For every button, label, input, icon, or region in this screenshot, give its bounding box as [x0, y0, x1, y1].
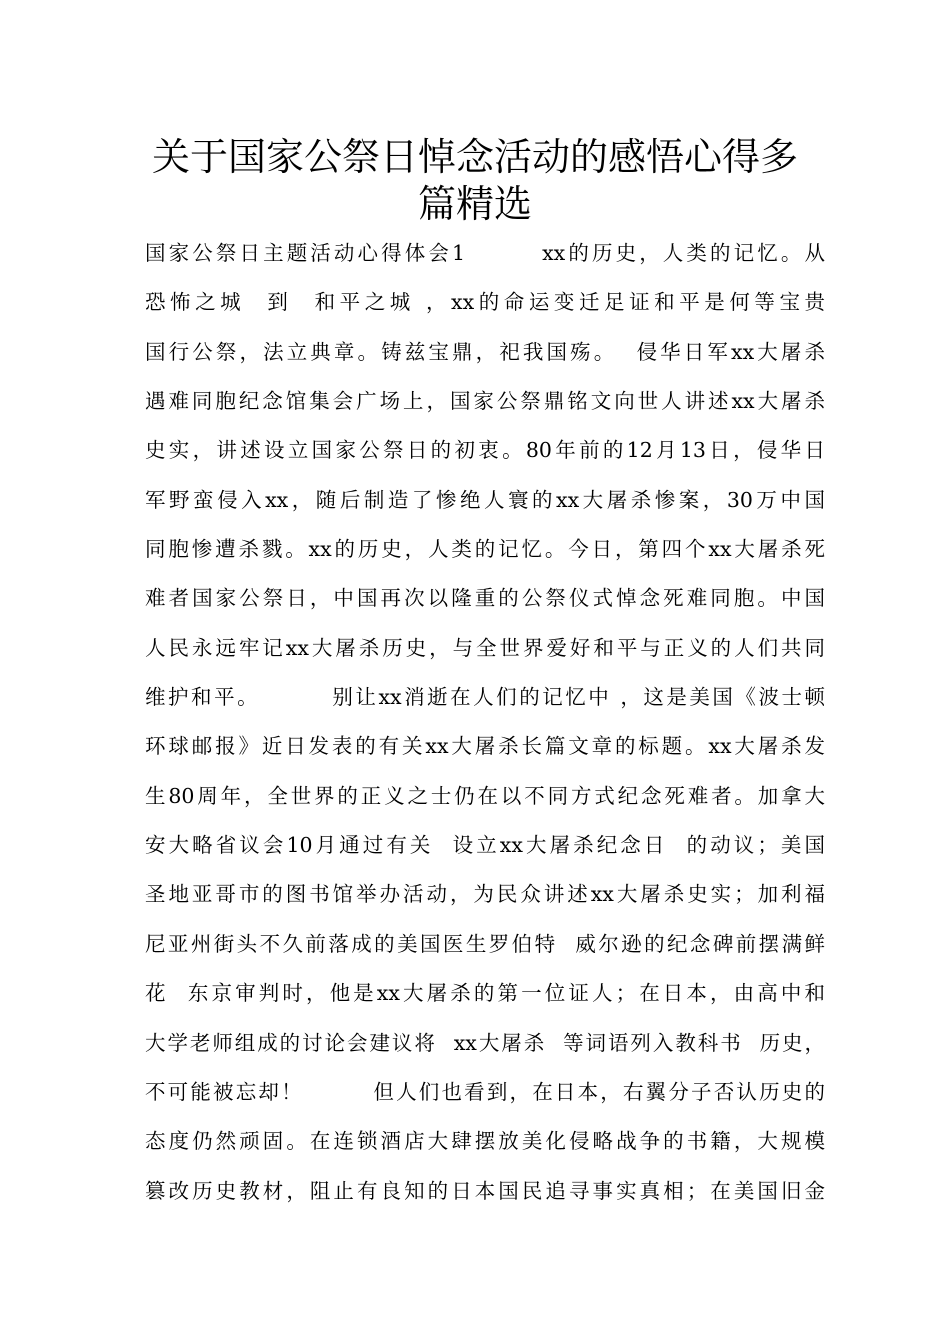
document-title-line-2: 篇精选 [417, 182, 532, 226]
body-line: 国家公祭日主题活动心得体会1 xx的历史，人类的记忆。从 [145, 241, 825, 265]
body-line: 维护和平。 别让xx消逝在人们的记忆中 ，这是美国《波士顿 [145, 685, 825, 710]
body-line: 国行公祭，法立典章。铸兹宝鼎，祀我国殇。 侵华日军xx大屠杀 [145, 339, 825, 364]
document-body [145, 229, 825, 1216]
body-line: 史实，讲述设立国家公祭日的初衷。80年前的12月13日，侵华日 [145, 438, 825, 463]
body-line: 花 东京审判时，他是xx大屠杀的第一位证人；在日本，由高中和 [145, 981, 825, 1006]
body-line: 态度仍然顽固。在连锁酒店大肆摆放美化侵略战争的书籍，大规模 [145, 1129, 825, 1154]
body-line: 圣地亚哥市的图书馆举办活动，为民众讲述xx大屠杀史实；加利福 [145, 882, 825, 907]
body-line: 难者国家公祭日，中国再次以隆重的公祭仪式悼念死难同胞。中国 [145, 586, 825, 611]
body-line: 恐怖之城 到 和平之城 ，xx的命运变迁足证和平是何等宝贵 [145, 290, 825, 315]
body-line: 同胞惨遭杀戮。xx的历史，人类的记忆。今日，第四个xx大屠杀死 [145, 537, 825, 562]
body-line: 军野蛮侵入xx，随后制造了惨绝人寰的xx大屠杀惨案，30万中国 [145, 487, 825, 512]
body-line: 生80周年，全世界的正义之士仍在以不同方式纪念死难者。加拿大 [145, 783, 825, 808]
body-line: 安大略省议会10月通过有关 设立xx大屠杀纪念日 的动议；美国 [145, 833, 825, 858]
body-line: 篡改历史教材，阻止有良知的日本国民追寻事实真相；在美国旧金 [145, 1178, 825, 1203]
body-line: 不可能被忘却！ 但人们也看到，在日本，右翼分子否认历史的 [145, 1079, 825, 1104]
body-line: 大学老师组成的讨论会建议将 xx大屠杀 等词语列入教科书 历史， [145, 1030, 825, 1055]
body-line: 遇难同胞纪念馆集会广场上，国家公祭鼎铭文向世人讲述xx大屠杀 [145, 389, 825, 414]
body-line: 人民永远牢记xx大屠杀历史，与全世界爱好和平与正义的人们共同 [145, 635, 825, 660]
body-line: 环球邮报》近日发表的有关xx大屠杀长篇文章的标题。xx大屠杀发 [145, 734, 825, 759]
document-title-line-1: 关于国家公祭日悼念活动的感悟心得多 [151, 135, 798, 179]
body-line: 尼亚州街头不久前落成的美国医生罗伯特 威尔逊的纪念碑前摆满鲜 [145, 931, 825, 956]
